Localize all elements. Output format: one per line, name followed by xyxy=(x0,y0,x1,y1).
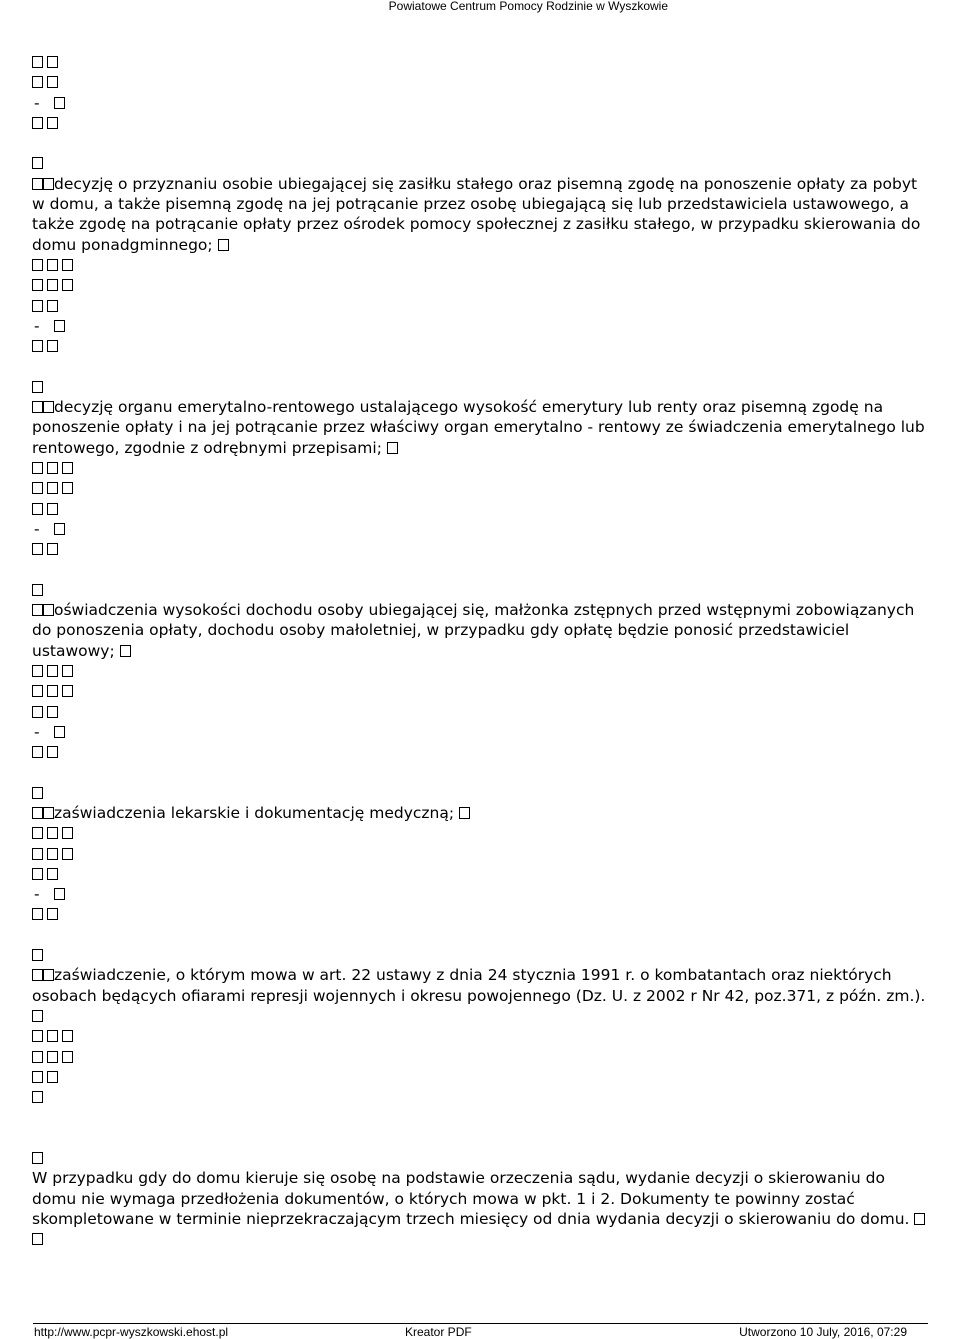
placeholder-row xyxy=(32,884,932,904)
placeholder-row xyxy=(32,255,932,275)
placeholder-box-icon xyxy=(47,259,58,271)
requirement-item xyxy=(32,803,932,823)
placeholder-row xyxy=(32,823,932,843)
placeholder-box-icon xyxy=(32,1051,43,1063)
placeholder-box-icon xyxy=(32,1030,43,1042)
placeholder-box-icon xyxy=(47,76,58,88)
placeholder-box-icon xyxy=(47,462,58,474)
placeholder-row xyxy=(32,296,932,316)
placeholder-box-icon xyxy=(32,584,43,596)
placeholder-box-icon xyxy=(47,685,58,697)
placeholder-row xyxy=(32,539,932,559)
placeholder-row xyxy=(32,1087,932,1107)
requirement-item xyxy=(32,965,932,1026)
placeholder-box-icon xyxy=(54,726,65,738)
placeholder-box-icon xyxy=(43,969,54,981)
placeholder-row xyxy=(32,904,932,924)
placeholder-box-icon xyxy=(62,827,73,839)
placeholder-row xyxy=(32,742,932,762)
placeholder-box-icon xyxy=(54,523,65,535)
requirement-item xyxy=(32,397,932,458)
placeholder-box-icon xyxy=(62,685,73,697)
placeholder-row xyxy=(32,1229,932,1249)
placeholder-box-icon xyxy=(32,969,43,981)
placeholder-row xyxy=(32,681,932,701)
placeholder-box-icon xyxy=(32,300,43,312)
placeholder-box-icon xyxy=(32,279,43,291)
placeholder-box-icon xyxy=(32,604,43,616)
placeholder-box-icon xyxy=(32,1071,43,1083)
placeholder-box-icon xyxy=(54,97,65,109)
placeholder-box-icon xyxy=(47,868,58,880)
placeholder-box-icon xyxy=(43,401,54,413)
placeholder-box-icon xyxy=(32,1152,43,1164)
placeholder-row xyxy=(32,499,932,519)
placeholder-box-icon xyxy=(459,807,470,819)
requirement-text: zaświadczenia lekarskie i dokumentację medyczną; xyxy=(54,803,455,822)
placeholder-box-icon xyxy=(32,1233,43,1245)
placeholder-box-icon xyxy=(47,340,58,352)
court-order-note xyxy=(32,1168,932,1229)
placeholder-row xyxy=(32,722,932,742)
placeholder-box-icon xyxy=(62,1030,73,1042)
placeholder-box-icon xyxy=(120,645,131,657)
placeholder-row xyxy=(32,783,932,803)
placeholder-row xyxy=(32,478,932,498)
footer-created-date: Utworzono 10 July, 2016, 07:29 xyxy=(739,1325,907,1339)
placeholder-box-icon xyxy=(32,401,43,413)
dash-marker: - xyxy=(34,722,40,741)
placeholder-box-icon xyxy=(54,888,65,900)
placeholder-box-icon xyxy=(47,1051,58,1063)
placeholder-box-icon xyxy=(32,746,43,758)
footer-url: http://www.pcpr-wyszkowski.ehost.pl xyxy=(34,1325,229,1339)
placeholder-row xyxy=(32,661,932,681)
placeholder-box-icon xyxy=(47,848,58,860)
placeholder-box-icon xyxy=(32,1091,43,1103)
placeholder-box-icon xyxy=(32,827,43,839)
placeholder-box-icon xyxy=(47,908,58,920)
placeholder-box-icon xyxy=(47,1030,58,1042)
placeholder-row xyxy=(32,275,932,295)
placeholder-box-icon xyxy=(32,1010,43,1022)
placeholder-box-icon xyxy=(62,482,73,494)
placeholder-box-icon xyxy=(47,827,58,839)
placeholder-box-icon xyxy=(62,259,73,271)
placeholder-box-icon xyxy=(47,300,58,312)
placeholder-row xyxy=(32,316,932,336)
placeholder-box-icon xyxy=(32,908,43,920)
placeholder-box-icon xyxy=(62,279,73,291)
page-header-title: Powiatowe Centrum Pomocy Rodzinie w Wyszkowie xyxy=(388,0,668,13)
placeholder-box-icon xyxy=(32,665,43,677)
placeholder-box-icon xyxy=(32,157,43,169)
placeholder-box-icon xyxy=(32,340,43,352)
dash-marker: - xyxy=(34,316,40,335)
placeholder-row xyxy=(32,1067,932,1087)
placeholder-row xyxy=(32,702,932,722)
note-text: W przypadku gdy do domu kieruje się osobę na podstawie orzeczenia sądu, wydanie decyzji o skierowaniu do domu nie wymaga przedłożenia dokumentów, o których mowa w pkt. 1 i 2. Dokumenty te powinny zostać skompletowane w terminie nieprzekraczającym trzech miesięcy od dnia wydania decyzji o skierowaniu do domu. xyxy=(32,1169,910,1228)
placeholder-box-icon xyxy=(43,178,54,190)
requirement-text: decyzję organu emerytalno-rentowego ustalającego wysokość emerytury lub renty oraz pisemną zgodę na ponoszenie opłaty i na jej potrącanie przez właściwy organ emerytalno - rentowy ze świadczenia emerytalnego lub rentowego, zgodnie z odrębnymi przepisami; xyxy=(32,398,925,457)
placeholder-box-icon xyxy=(47,117,58,129)
dash-marker: - xyxy=(34,885,40,904)
placeholder-box-icon xyxy=(47,503,58,515)
placeholder-box-icon xyxy=(47,746,58,758)
placeholder-box-icon xyxy=(32,503,43,515)
placeholder-box-icon xyxy=(32,807,43,819)
placeholder-row xyxy=(32,153,932,173)
placeholder-row xyxy=(32,377,932,397)
placeholder-box-icon xyxy=(47,543,58,555)
placeholder-box-icon xyxy=(47,56,58,68)
placeholder-box-icon xyxy=(32,259,43,271)
requirement-item xyxy=(32,600,932,661)
placeholder-box-icon xyxy=(32,685,43,697)
placeholder-box-icon xyxy=(47,706,58,718)
placeholder-row xyxy=(32,52,932,72)
placeholder-box-icon xyxy=(32,868,43,880)
footer-creator: Kreator PDF xyxy=(405,1325,472,1339)
requirement-item xyxy=(32,174,932,255)
placeholder-box-icon xyxy=(32,787,43,799)
placeholder-box-icon xyxy=(43,807,54,819)
placeholder-box-icon xyxy=(62,462,73,474)
placeholder-row xyxy=(32,580,932,600)
placeholder-box-icon xyxy=(32,462,43,474)
placeholder-box-icon xyxy=(32,117,43,129)
placeholder-box-icon xyxy=(62,665,73,677)
placeholder-row xyxy=(32,864,932,884)
requirement-text: decyzję o przyznaniu osobie ubiegającej się zasiłku stałego oraz pisemną zgodę na ponoszenie opłaty za pobyt w domu, a także pisemną zgodę na jej potrącanie przez osobę ubiegającą się lub przedstawiciela ustawowego, a także zgodę na potrącanie opłaty przez ośrodek pomocy społecznej z zasiłku stałego, w przypadku skierowania do domu ponadgminnego; xyxy=(32,174,921,254)
placeholder-box-icon xyxy=(54,320,65,332)
placeholder-box-icon xyxy=(62,1051,73,1063)
placeholder-row xyxy=(32,945,932,965)
placeholder-box-icon xyxy=(32,56,43,68)
placeholder-box-icon xyxy=(32,482,43,494)
placeholder-row xyxy=(32,93,932,113)
placeholder-box-icon xyxy=(32,76,43,88)
placeholder-box-icon xyxy=(32,706,43,718)
placeholder-box-icon xyxy=(32,949,43,961)
placeholder-box-icon xyxy=(47,1071,58,1083)
placeholder-row xyxy=(32,336,932,356)
placeholder-box-icon xyxy=(32,543,43,555)
placeholder-box-icon xyxy=(32,178,43,190)
placeholder-box-icon xyxy=(47,482,58,494)
dash-marker: - xyxy=(34,519,40,538)
placeholder-box-icon xyxy=(47,279,58,291)
placeholder-row xyxy=(32,1047,932,1067)
placeholder-box-icon xyxy=(387,442,398,454)
placeholder-box-icon xyxy=(32,381,43,393)
placeholder-box-icon xyxy=(914,1213,925,1225)
footer-divider xyxy=(33,1323,928,1324)
dash-marker: - xyxy=(34,93,40,112)
placeholder-box-icon xyxy=(43,604,54,616)
placeholder-row xyxy=(32,844,932,864)
placeholder-box-icon xyxy=(62,848,73,860)
placeholder-row xyxy=(32,113,932,133)
placeholder-row xyxy=(32,519,932,539)
placeholder-row xyxy=(32,72,932,92)
requirement-text: zaświadczenie, o którym mowa w art. 22 ustawy z dnia 24 stycznia 1991 r. o kombatantach oraz niektórych osobach będących ofiarami represji wojennych i okresu powojennego (Dz. U. z 2002 r Nr 42, poz.371, z późn. zm.). xyxy=(32,966,926,1005)
placeholder-row xyxy=(32,1148,932,1168)
requirement-text: oświadczenia wysokości dochodu osoby ubiegającej się, małżonka zstępnych przed wstępnymi zobowiązanych do ponoszenia opłaty, dochodu osoby małoletniej, w przypadku gdy opłatę będzie ponosić przedstawiciel ustawowy; xyxy=(32,601,915,660)
placeholder-row xyxy=(32,458,932,478)
placeholder-box-icon xyxy=(32,848,43,860)
placeholder-box-icon xyxy=(47,665,58,677)
placeholder-box-icon xyxy=(218,239,229,251)
document-body xyxy=(32,52,932,1250)
placeholder-row xyxy=(32,1026,932,1046)
